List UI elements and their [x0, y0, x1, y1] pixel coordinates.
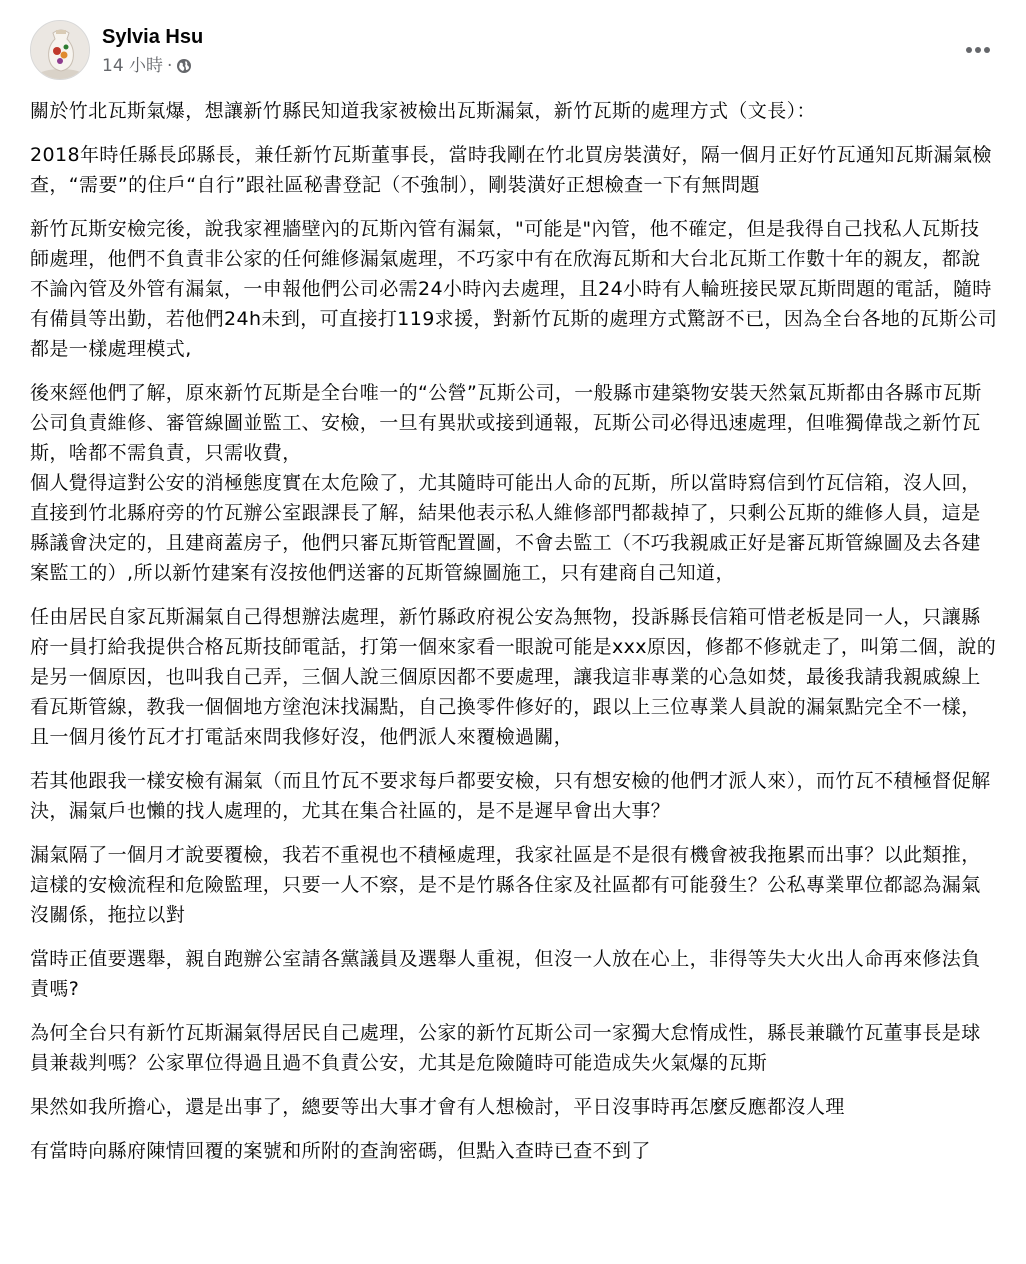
post-paragraph-7: 若其他跟我一樣安檢有漏氣（而且竹瓦不要求每戶都要安檢，只有想安檢的他們才派人來），而竹瓦不積極督促解決，漏氣戶也懶的找人處理的，尤其在集合社區的，是不是遲早會出大事？	[30, 770, 991, 822]
post-paragraph-6: 任由居民自家瓦斯漏氣自己得想辦法處理，新竹縣政府視公安為無物，投訴縣長信箱可惜老板是同一人，只讓縣府一員打給我提供合格瓦斯技師電話，打第一個來家看一眼說可能是xxx原因，修都不修就走了，叫第二個，說的是另一個原因，也叫我自己弄，三個人說三個原因都不要處理，讓我這非專業的心急如焚，最後我請我親戚線上看瓦斯管線，教我一個個地方塗泡沫找漏點，自己換零件修好的，跟以上三位專業人員說的漏氣點完全不一樣，且一個月後竹瓦才打電話來問我修好沒，他們派人來覆檢過關，	[30, 606, 997, 748]
post-meta	[102, 55, 192, 77]
post-timestamp[interactable]: 14 小時	[102, 56, 164, 76]
post-paragraph-9: 當時正值要選舉，親自跑辦公室請各黨議員及選舉人重視，但沒一人放在心上，非得等失大火出人命再來修法負責嗎?	[30, 948, 981, 1000]
post-paragraph-2: 2018年時任縣長邱縣長，兼任新竹瓦斯董事長，當時我剛在竹北買房裝潢好，隔一個月正好竹瓦通知瓦斯漏氣檢查，“需要”的住戶“自行”跟社區秘書登記（不強制），剛裝潢好正想檢查一下有無問題	[30, 144, 992, 196]
post-paragraph-3: 新竹瓦斯安檢完後，說我家裡牆壁內的瓦斯內管有漏氣，"可能是"內管，他不確定，但是我得自己找私人瓦斯技師處理，他們不負責非公家的任何維修漏氣處理，不巧家中有在欣海瓦斯和大台北瓦斯工作數十年的親友，都說不論內管及外管有漏氣，一申報他們公司必需24小時內去處理，且24小時有人輪班接民眾瓦斯問題的電話，隨時有備員等出勤，若他們24h未到，可直接打119求援，對新竹瓦斯的處理方式驚訝不已，因為全台各地的瓦斯公司都是一樣處理模式,	[30, 218, 998, 360]
post-paragraph-8: 漏氣隔了一個月才說要覆檢，我若不重視也不積極處理，我家社區是不是很有機會被我拖累而出事？以此類推，這樣的安檢流程和危險監理，只要一人不察，是不是竹縣各住家及社區都有可能發生？公私專業單位都認為漏氣沒關係，拖拉以對	[30, 844, 981, 926]
author-avatar[interactable]	[30, 20, 90, 80]
post-body	[30, 96, 998, 1180]
post-paragraph-12: 有當時向縣府陳情回覆的案號和所附的查詢密碼，但點入查時已查不到了	[30, 1140, 651, 1162]
meta-separator: ·	[167, 56, 173, 76]
more-options-button[interactable]	[960, 32, 996, 68]
porcelain-vase-avatar-icon	[31, 21, 90, 80]
post-paragraph-10: 為何全台只有新竹瓦斯漏氣得居民自己處理，公家的新竹瓦斯公司一家獨大怠惰成性，縣長兼職竹瓦董事長是球員兼裁判嗎？公家單位得過且過不負責公安，尤其是危險隨時可能造成失火氣爆的瓦斯	[30, 1022, 981, 1074]
author-name[interactable]: Sylvia Hsu	[102, 26, 204, 48]
post-header	[30, 20, 996, 82]
more-dots-icon	[965, 46, 991, 54]
post-paragraph-1: 關於竹北瓦斯氣爆，想讓新竹縣民知道我家被檢出瓦斯漏氣，新竹瓦斯的處理方式（文長）：	[30, 100, 816, 122]
post-paragraph-11: 果然如我所擔心，還是出事了，總要等出大事才會有人想檢討，平日沒事時再怎麼反應都沒人理	[30, 1096, 845, 1118]
post-paragraph-5: 個人覺得這對公安的消極態度實在太危險了，尤其隨時可能出人命的瓦斯，所以當時寫信到竹瓦信箱，沒人回，直接到竹北縣府旁的竹瓦辦公室跟課長了解，結果他表示私人維修部門都裁掉了，只剩公瓦斯的維修人員，這是縣議會決定的，且建商蓋房子，他們只審瓦斯管配置圖，不會去監工（不巧我親戚正好是審瓦斯管線圖及去各建案監工的）,所以新竹建案有沒按他們送審的瓦斯管線圖施工，只有建商自己知道，	[30, 472, 981, 584]
post-paragraph-4: 後來經他們了解，原來新竹瓦斯是全台唯一的“公營”瓦斯公司，一般縣市建築物安裝天然氣瓦斯都由各縣市瓦斯公司負責維修、審管線圖並監工、安檢，一旦有異狀或接到通報，瓦斯公司必得迅速處理，但唯獨偉哉之新竹瓦斯，啥都不需負責，只需收費，	[30, 382, 982, 464]
globe-icon[interactable]	[176, 58, 192, 74]
